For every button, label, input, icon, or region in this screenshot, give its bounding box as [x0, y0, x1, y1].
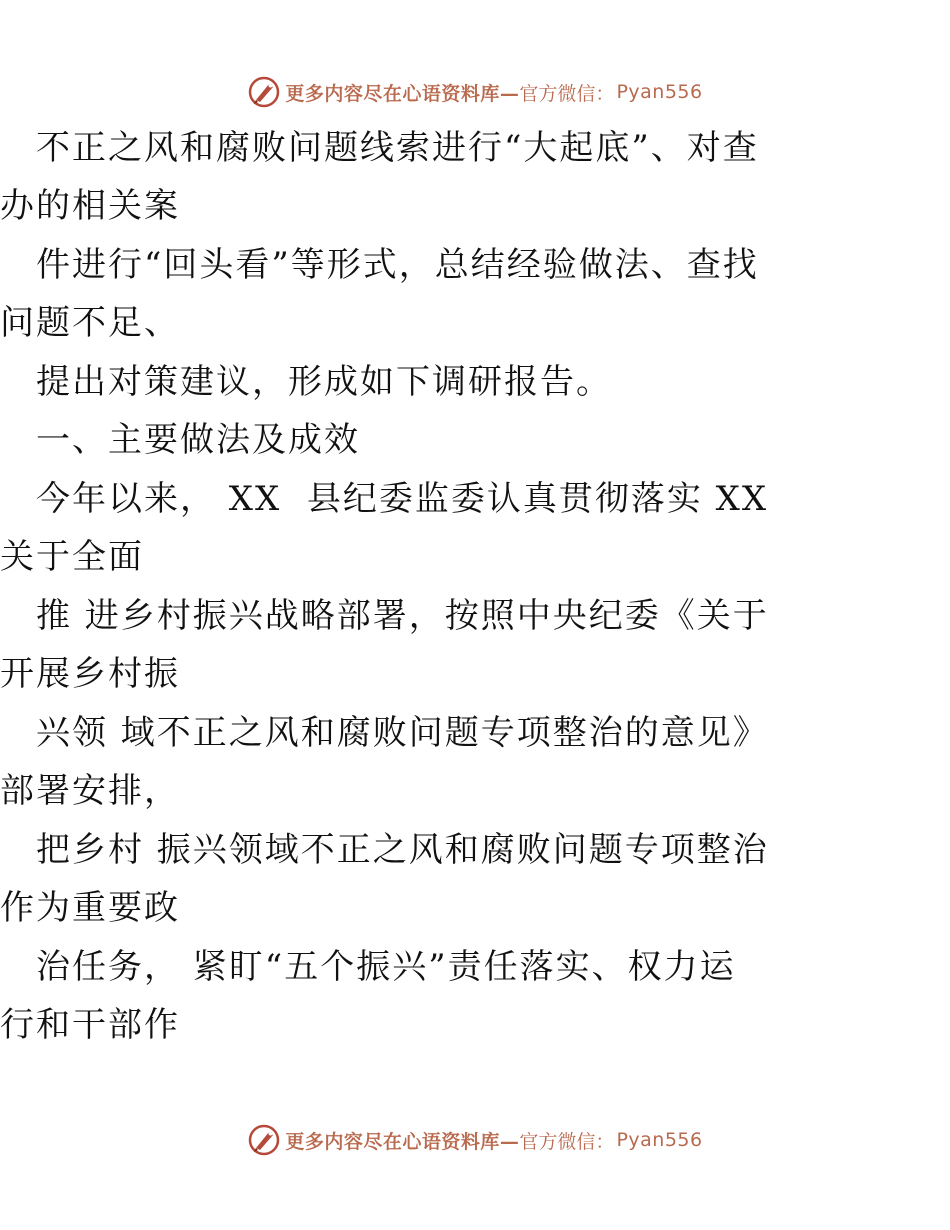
body-line: 兴领 域不正之风和腐败问题专项整治的意见》	[0, 713, 769, 753]
body-line: 部署安排，	[0, 771, 180, 811]
pen-nib-logo-icon	[247, 1123, 281, 1157]
body-line: 问题不足、	[0, 303, 180, 343]
banner-text-sub: 官方微信：	[519, 1130, 615, 1153]
body-line: 推 进乡村振兴战略部署，按照中央纪委《关于	[0, 596, 769, 636]
banner-wechat: Pyan556	[616, 81, 703, 103]
body-line: 办的相关案	[0, 186, 180, 226]
body-line: 今年以来， XX 县纪委监委认真贯彻落实 XX	[0, 479, 769, 519]
body-line: 不正之风和腐败问题线索进行“大起底”、对查	[0, 128, 759, 168]
body-line: 把乡村 振兴领域不正之风和腐败问题专项整治	[0, 830, 769, 870]
body-line: 提出对策建议，形成如下调研报告。	[0, 362, 612, 402]
body-line: 治任务， 紧盯“五个振兴”责任落实、权力运	[0, 947, 736, 987]
body-line: 关于全面	[0, 537, 144, 577]
header-watermark	[0, 72, 950, 112]
body-line: 行和干部作	[0, 1005, 180, 1045]
footer-watermark	[0, 1120, 950, 1160]
banner-text-sub: 官方微信：	[519, 82, 615, 105]
banner-wechat: Pyan556	[616, 1129, 703, 1151]
body-line: 件进行“回头看”等形式，总结经验做法、查找	[0, 245, 759, 285]
banner-text-main: 更多内容尽在心语资料库—	[285, 82, 520, 105]
body-line: 开展乡村振	[0, 654, 180, 694]
body-line: 一、主要做法及成效	[0, 420, 360, 460]
pen-nib-logo-icon	[247, 75, 281, 109]
banner-text-main: 更多内容尽在心语资料库—	[285, 1130, 520, 1153]
body-line: 作为重要政	[0, 888, 180, 928]
